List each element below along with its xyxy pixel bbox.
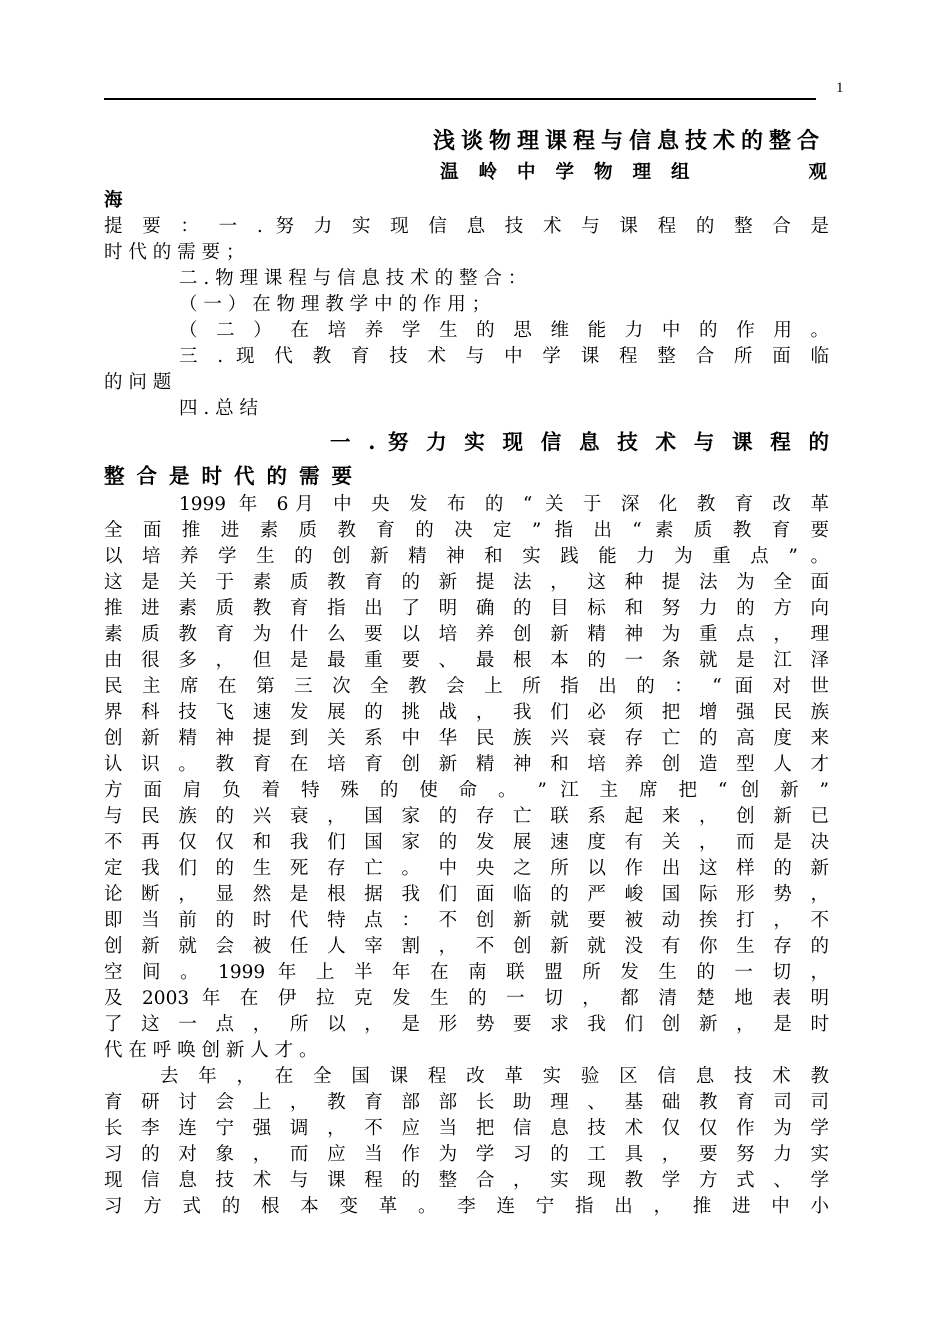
paragraph-line: 育 研 讨 会 上 ， 教 育 部 部 长 助 理 、 基 础 教 育 司 司 <box>104 1092 829 1113</box>
paragraph-line: 素 质 教 育 为 什 么 要 以 培 养 创 新 精 神 为 重 点 ， 理 <box>104 624 829 645</box>
paragraph-line: 去 年 ， 在 全 国 课 程 改 革 实 验 区 信 息 技 术 教 <box>160 1066 829 1087</box>
document-title: 浅谈物理课程与信息技术的整合 <box>432 128 825 154</box>
paragraph-line: 习 方 式 的 根 本 变 革 。 李 连 宁 指 出 ， 推 进 中 小 <box>104 1196 829 1217</box>
paragraph-line: 全 面 推 进 素 质 教 育 的 决 定 ” 指 出 “ 素 质 教 育 要 <box>104 520 829 541</box>
header-rule <box>104 98 816 100</box>
paragraph-1 <box>104 492 829 1064</box>
abstract-line: 二 . 物 理 课 程 与 信 息 技 术 的 整 合 ： <box>179 268 527 289</box>
abstract-line: （ 一 ） 在 物 理 教 学 中 的 作 用 ； <box>179 294 491 315</box>
abstract-line: （ 二 ） 在 培 养 学 生 的 思 维 能 力 中 的 作 用 。 <box>179 320 829 341</box>
paragraph-line: 由 很 多 ， 但 是 最 重 要 、 最 根 本 的 一 条 就 是 江 泽 <box>104 650 829 671</box>
paragraph-line: 与 民 族 的 兴 衰 ， 国 家 的 存 亡 联 系 起 来 ， 创 新 已 <box>104 806 829 827</box>
paragraph-line: 这 是 关 于 素 质 教 育 的 新 提 法 ， 这 种 提 法 为 全 面 <box>104 572 829 593</box>
paragraph-line: 方 面 肩 负 着 特 殊 的 使 命 。 ” 江 主 席 把 “ 创 新 ” <box>104 780 829 801</box>
paragraph-line: 及 2003 年 在 伊 拉 克 发 生 的 一 切 ， 都 清 楚 地 表 明 <box>104 988 829 1009</box>
abstract-line: 三 . 现 代 教 育 技 术 与 中 学 课 程 整 合 所 面 临 <box>179 346 829 367</box>
paragraph-2 <box>104 1064 829 1220</box>
abstract-line: 四 . 总 结 <box>179 398 259 419</box>
author-organization: 温岭中学物理组 <box>440 162 710 183</box>
paragraph-line: 定 我 们 的 生 死 存 亡 。 中 央 之 所 以 作 出 这 样 的 新 <box>104 858 829 879</box>
abstract-line: 时 代 的 需 要 ； <box>104 242 245 263</box>
author-name-part1: 观 <box>808 162 827 183</box>
section-heading-line1: 一 . 努 力 实 现 信 息 技 术 与 课 程 的 <box>330 430 829 454</box>
paragraph-line: 推 进 素 质 教 育 指 出 了 明 确 的 目 标 和 努 力 的 方 向 <box>104 598 829 619</box>
paragraph-line: 1999 年 6月 中 央 发 布 的 “ 关 于 深 化 教 育 改 革 <box>179 494 829 515</box>
paragraph-line: 不 再 仅 仅 和 我 们 国 家 的 发 展 速 度 有 关 ， 而 是 决 <box>104 832 829 853</box>
abstract-line: 提 要 ： 一 . 努 力 实 现 信 息 技 术 与 课 程 的 整 合 是 <box>104 216 829 237</box>
section-heading-line2: 整合是时代的需要 <box>104 464 364 488</box>
paragraph-line: 长 李 连 宁 强 调 ， 不 应 当 把 信 息 技 术 仅 仅 作 为 学 <box>104 1118 829 1139</box>
paragraph-line: 即 当 前 的 时 代 特 点 ： 不 创 新 就 要 被 动 挨 打 ， 不 <box>104 910 829 931</box>
paragraph-line: 空 间 。 1999 年 上 半 年 在 南 联 盟 所 发 生 的 一 切 ， <box>104 962 829 983</box>
paragraph-line: 民 主 席 在 第 三 次 全 教 会 上 所 指 出 的 ： “ 面 对 世 <box>104 676 829 697</box>
paragraph-line: 了 这 一 点 ， 所 以 ， 是 形 势 要 求 我 们 创 新 ， 是 时 <box>104 1014 829 1035</box>
abstract-line: 的 问 题 <box>104 372 172 393</box>
paragraph-line: 认 识 。 教 育 在 培 育 创 新 精 神 和 培 养 创 造 型 人 才 <box>104 754 829 775</box>
page-number: 1 <box>836 80 844 96</box>
paragraph-line: 习 的 对 象 ， 而 应 当 作 为 学 习 的 工 具 ， 要 努 力 实 <box>104 1144 829 1165</box>
paragraph-line: 创 新 就 会 被 任 人 宰 割 ， 不 创 新 就 没 有 你 生 存 的 <box>104 936 829 957</box>
abstract <box>104 214 829 422</box>
paragraph-line: 创 新 精 神 提 到 关 系 中 华 民 族 兴 衰 存 亡 的 高 度 来 <box>104 728 829 749</box>
paragraph-line: 代 在 呼 唤 创 新 人 才 。 <box>104 1040 318 1061</box>
author-line <box>104 158 829 188</box>
paragraph-line: 现 信 息 技 术 与 课 程 的 整 合 ， 实 现 教 学 方 式 、 学 <box>104 1170 829 1191</box>
paragraph-line: 以 培 养 学 生 的 创 新 精 神 和 实 践 能 力 为 重 点 ” 。 <box>104 546 829 567</box>
paragraph-line: 界 科 技 飞 速 发 展 的 挑 战 ， 我 们 必 须 把 增 强 民 族 <box>104 702 829 723</box>
author-name-part2: 海 <box>104 190 123 211</box>
paragraph-line: 论 断 ， 显 然 是 根 据 我 们 面 临 的 严 峻 国 际 形 势 ， <box>104 884 829 905</box>
document-body <box>104 124 829 1220</box>
